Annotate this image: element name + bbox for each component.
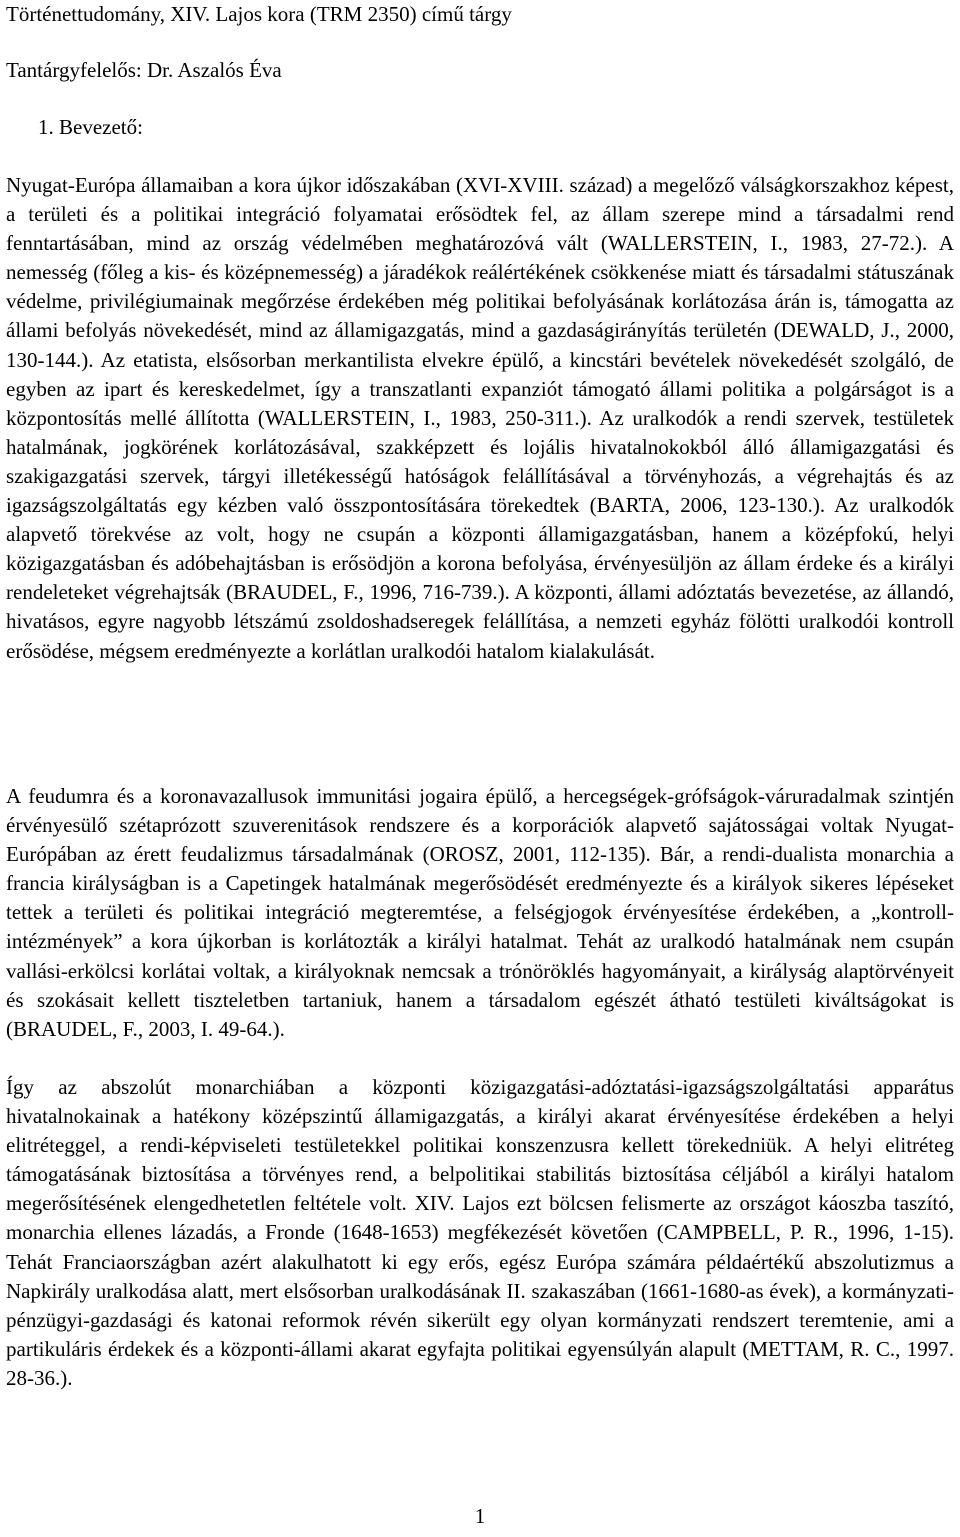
page-number: 1 [474,1504,486,1528]
paragraph-absolute-monarchy: Így az abszolút monarchiában a központi közigazgatási-adóztatási-igazságszolgáltatási apparátus hivatalnokainak a hatékony középszintű államigazgatás, a királyi akarat érvényesítése érdekében a helyi elitréteggel, a rendi-képviseleti testületekkel politikai konszenzusra kellett törekedniük. A helyi elitréteg támogatásának biztosítása a törvényes rend, a belpolitikai stabilitás biztosítása céljából a királyi hatalom megerősítésének elengedhetetlen feltétele volt. XIV. Lajos ezt bölcsen felismerte az országot káoszba taszító, monarchia ellenes lázadás, a Fronde (1648-1653) megfékezését követően (CAMPBELL, P. R., 1996, 1-15). Tehát Franciaországban azért alakulhatott ki egy erős, egész Európa számára példaértékű abszolutizmus a Napkirály uralkodása alatt, mert elsősorban uralkodásának II. szakaszában (1661-1680-as évek), a kormányzati-pénzügyi-gazdasági és katonai reformok révén sikerült egy olyan kormányzati rendszert teremtenie, ami a partikuláris érdekek és a központi-állami akarat egyfajta politikai egyensúlyán alapult (METTAM, R. C., 1997. 28-36.). [6,1075,954,1390]
course-title: Történettudomány, XIV. Lajos kora (TRM 2350) című tárgy [6,2,512,26]
paragraph-feudal-system: A feudumra és a koronavazallusok immunitási jogaira épülő, a hercegségek-grófságok-váruradalmak szintjén érvényesülő szétaprózott szuverenitások rendszere és a korporációk alapvető sajátosságai voltak Nyugat-Európában az érett feudalizmus társadalmának (OROSZ, 2001, 112-135). Bár, a rendi-dualista monarchia a francia királyságban is a Capetingek hatalmának megerősödését eredményezte és a királyok sikeres lépéseket tettek a területi és politikai integráció megteremtése, a felségjogok érvényesítése érdekében, a „kontroll-intézmények” a kora újkorban is korlátozták a királyi hatalmat. Tehát az uralkodó hatalmának nem csupán vallási-erkölcsi korlátai voltak, a királyoknak nemcsak a trónöröklés hagyományait, a királyság alaptörvényeit és szokásait kellett tiszteletben tartaniuk, hanem a társadalom egészét átható testületi kiváltságokat is (BRAUDEL, F., 2003, I. 49-64.). [6,784,954,1041]
section-heading: 1. Bevezető: [38,115,143,139]
paragraph-introduction: Nyugat-Európa államaiban a kora újkor időszakában (XVI-XVIII. század) a megelőző válságkorszakhoz képest, a területi és a politikai integráció folyamatai erősödtek fel, az állam szerepe mind a társadalmi rend fenntartásában, mind az ország védelmében meghatározóvá vált (WALLERSTEIN, I., 1983, 27-72.). A nemesség (főleg a kis- és középnemesség) a járadékok reálértékének csökkenése miatt és társadalmi státuszának védelme, privilégiumainak megőrzése érdekében még politikai befolyásának korlátozása árán is, támogatta az állami befolyás növekedését, mind az államigazgatás, mind a gazdaságirányítás területén (DEWALD, J., 2000, 130-144.). Az etatista, elsősorban merkantilista elvekre épülő, a kincstári bevételek növekedését szolgáló, de egyben az ipart és kereskedelmet, így a transzatlanti expanziót támogató állami politika a polgárságot is a központosítás mellé állította (WALLERSTEIN, I., 1983, 250-311.). Az uralkodók a rendi szervek, testületek hatalmának, jogkörének korlátozásával, szakképzett és lojális hivatalnokokból álló államigazgatási és szakigazgatási szervek, tárgyi illetékességű hatóságok felállításával a törvényhozás, a végrehajtás és az igazságszolgáltatás egy kézben való összpontosítására törekedtek (BARTA, 2006, 123-130.). Az uralkodók alapvető törekvése az volt, hogy ne csupán a központi államigazgatásban, hanem a középfokú, helyi közigazgatásban és adóbehajtásban is erősödjön a korona befolyása, érvényesüljön az állam érdeke és a királyi rendeleteket végrehajtsák (BRAUDEL, F., 1996, 716-739.). A központi, állami adóztatás bevezetése, az állandó, hivatásos, egyre nagyobb létszámú zsoldoshadseregek felállítása, a nemzeti egyház fölötti uralkodói kontroll erősödése, mégsem eredményezte a korlátlan uralkodói hatalom kialakulását. [6,173,954,663]
course-responsible: Tantárgyfelelős: Dr. Aszalós Éva [6,58,282,82]
